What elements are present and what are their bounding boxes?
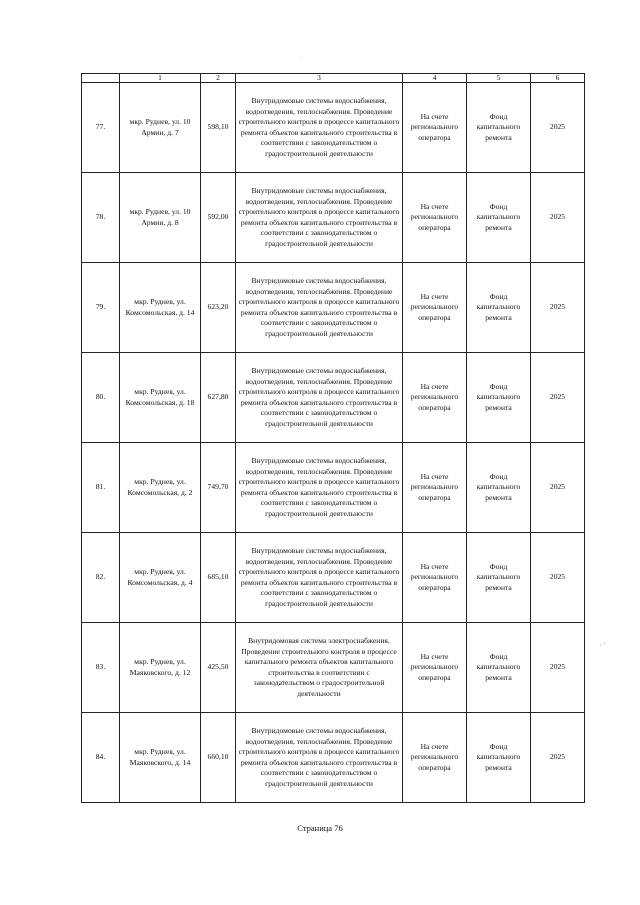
area-cell: 598,10 <box>201 83 236 173</box>
account-cell: На счете регионального оператора <box>403 443 467 533</box>
area-cell: 425,50 <box>201 623 236 713</box>
account-cell: На счете регионального оператора <box>403 533 467 623</box>
works-cell: Внутридомовые системы водоснабжения, водоотведения, теплоснабжения. Проведение строительного контроля в процессе капитального ремонта объектов капитального строительства в соответствии с законодательством о градостроительной деятельности <box>236 263 403 353</box>
funding-source-cell: Фонд капитального ремонта <box>467 713 531 803</box>
header-cell: 3 <box>236 74 403 83</box>
works-cell: Внутридомовая система электроснабжения. Проведение строительного контроля в процессе капитального ремонта объектов капитального строительства в соответствии с законодательством о градостроительной деятельности <box>236 623 403 713</box>
year-cell: 2025 <box>531 263 585 353</box>
account-cell: На счете регионального оператора <box>403 713 467 803</box>
year-cell: 2025 <box>531 713 585 803</box>
header-cell: 5 <box>467 74 531 83</box>
header-cell: 6 <box>531 74 585 83</box>
table-row <box>82 173 585 263</box>
funding-source-cell: Фонд капитального ремонта <box>467 623 531 713</box>
row-number-cell: 80. <box>82 353 120 443</box>
year-cell: 2025 <box>531 623 585 713</box>
row-number-cell: 83. <box>82 623 120 713</box>
page-number: Страница 76 <box>297 823 343 833</box>
account-cell: На счете регионального оператора <box>403 353 467 443</box>
area-cell: 623,20 <box>201 263 236 353</box>
row-number-cell: 81. <box>82 443 120 533</box>
scan-speck: · <box>300 56 302 62</box>
table-row <box>82 353 585 443</box>
funding-source-cell: Фонд капитального ремонта <box>467 263 531 353</box>
table-body <box>82 74 585 803</box>
area-cell: 660,10 <box>201 713 236 803</box>
year-cell: 2025 <box>531 83 585 173</box>
account-cell: На счете регионального оператора <box>403 623 467 713</box>
address-cell: мкр. Руднев, ул. Комсомольская, д. 2 <box>120 443 201 533</box>
row-number-cell: 82. <box>82 533 120 623</box>
repair-program-table <box>81 73 585 803</box>
year-cell: 2025 <box>531 443 585 533</box>
table-row <box>82 83 585 173</box>
works-cell: Внутридомовые системы водоснабжения, водоотведения, теплоснабжения. Проведение строительного контроля в процессе капитального ремонта объектов капитального строительства в соответствии с законодательством о градостроительной деятельности <box>236 533 403 623</box>
row-number-cell: 84. <box>82 713 120 803</box>
funding-source-cell: Фонд капитального ремонта <box>467 533 531 623</box>
funding-source-cell: Фонд капитального ремонта <box>467 353 531 443</box>
account-cell: На счете регионального оператора <box>403 173 467 263</box>
table-row <box>82 713 585 803</box>
area-cell: 749,70 <box>201 443 236 533</box>
address-cell: мкр. Руднев, ул. 10 Армии, д. 8 <box>120 173 201 263</box>
works-cell: Внутридомовые системы водоснабжения, водоотведения, теплоснабжения. Проведение строительного контроля в процессе капитального ремонта объектов капитального строительства в соответствии с законодательством о градостроительной деятельности <box>236 83 403 173</box>
works-cell: Внутридомовые системы водоснабжения, водоотведения, теплоснабжения. Проведение строительного контроля в процессе капитального ремонта объектов капитального строительства в соответствии с законодательством о градостроительной деятельности <box>236 443 403 533</box>
header-cell: 2 <box>201 74 236 83</box>
table-row <box>82 623 585 713</box>
address-cell: мкр. Руднев, ул. Маяковского, д. 14 <box>120 713 201 803</box>
table-row <box>82 443 585 533</box>
funding-source-cell: Фонд капитального ремонта <box>467 443 531 533</box>
funding-source-cell: Фонд капитального ремонта <box>467 83 531 173</box>
row-number-cell: 77. <box>82 83 120 173</box>
address-cell: мкр. Руднев, ул. Комсомольская, д. 18 <box>120 353 201 443</box>
funding-source-cell: Фонд капитального ремонта <box>467 173 531 263</box>
column-number-row <box>82 74 585 83</box>
year-cell: 2025 <box>531 533 585 623</box>
works-cell: Внутридомовые системы водоснабжения, водоотведения, теплоснабжения. Проведение строительного контроля в процессе капитального ремонта объектов капитального строительства в соответствии с законодательством о градостроительной деятельности <box>236 353 403 443</box>
row-number-cell: 79. <box>82 263 120 353</box>
area-cell: 627,80 <box>201 353 236 443</box>
address-cell: мкр. Руднев, ул. Маяковского, д. 12 <box>120 623 201 713</box>
address-cell: мкр. Руднев, ул. Комсомольская, д. 14 <box>120 263 201 353</box>
year-cell: 2025 <box>531 173 585 263</box>
table-row <box>82 263 585 353</box>
works-cell: Внутридомовые системы водоснабжения, водоотведения, теплоснабжения. Проведение строительного контроля в процессе капитального ремонта объектов капитального строительства в соответствии с законодательством о градостроительной деятельности <box>236 173 403 263</box>
header-cell: 1 <box>120 74 201 83</box>
area-cell: 592,00 <box>201 173 236 263</box>
scan-speck: ‚ ‑ <box>600 641 606 647</box>
header-cell <box>82 74 120 83</box>
header-cell: 4 <box>403 74 467 83</box>
year-cell: 2025 <box>531 353 585 443</box>
address-cell: мкр. Руднев, ул. 10 Армии, д. 7 <box>120 83 201 173</box>
works-cell: Внутридомовые системы водоснабжения, водоотведения, теплоснабжения. Проведение строительного контроля в процессе капитального ремонта объектов капитального строительства в соответствии с законодательством о градостроительной деятельности <box>236 713 403 803</box>
table-row <box>82 533 585 623</box>
account-cell: На счете регионального оператора <box>403 83 467 173</box>
row-number-cell: 78. <box>82 173 120 263</box>
account-cell: На счете регионального оператора <box>403 263 467 353</box>
area-cell: 685,10 <box>201 533 236 623</box>
address-cell: мкр. Руднев, ул. Комсомольская, д. 4 <box>120 533 201 623</box>
